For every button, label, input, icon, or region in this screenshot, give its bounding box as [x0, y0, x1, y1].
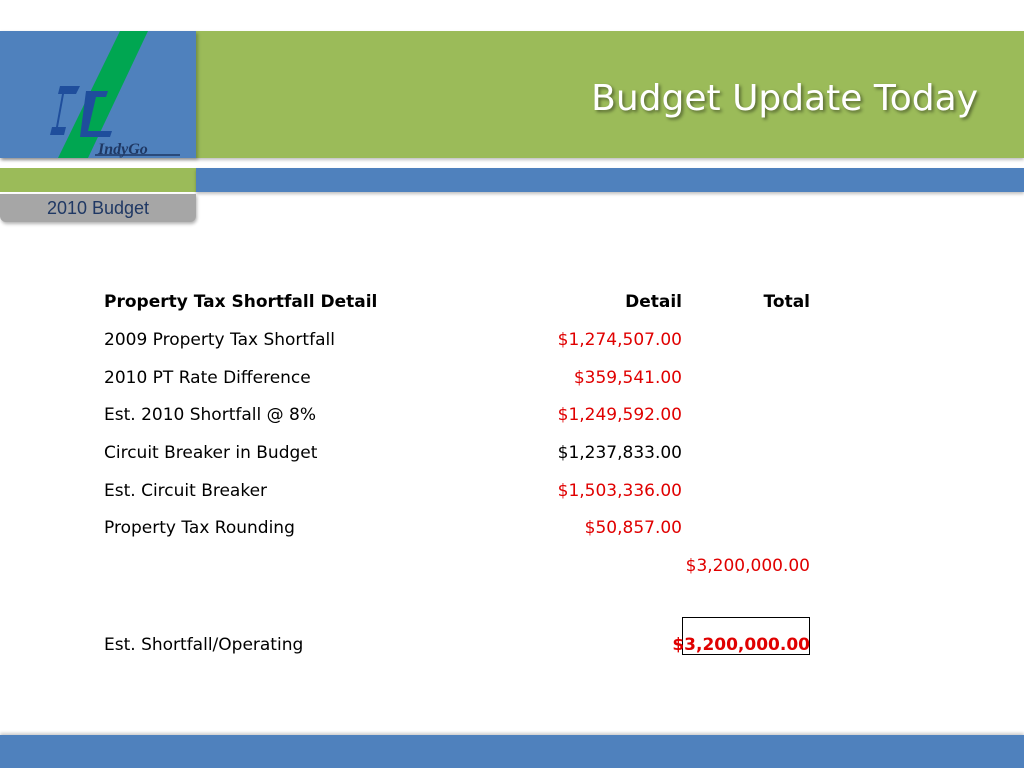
row-label: Est. Circuit Breaker	[104, 481, 268, 501]
row-label: Circuit Breaker in Budget	[104, 443, 318, 463]
section-tab: 2010 Budget	[0, 194, 196, 222]
row-detail: $359,541.00	[573, 368, 682, 388]
row-detail: $50,857.00	[584, 518, 682, 538]
row-detail: $1,274,507.00	[557, 330, 682, 350]
indygo-logo	[0, 31, 196, 158]
row-detail: $1,237,833.00	[557, 443, 682, 463]
footer-band	[0, 735, 1024, 768]
row-label: 2010 PT Rate Difference	[104, 368, 311, 388]
row-label: Est. 2010 Shortfall @ 8%	[104, 405, 316, 425]
indygo-logo-icon	[0, 31, 196, 158]
row-total: $3,200,000.00	[685, 556, 810, 576]
row-label: 2009 Property Tax Shortfall	[104, 330, 335, 350]
page-title: Budget Update Today	[591, 78, 978, 119]
header-label: Property Tax Shortfall Detail	[104, 292, 378, 312]
header-stripe	[196, 168, 1024, 192]
header-total: Total	[763, 292, 810, 312]
logo-wordmark: IndyGo	[98, 141, 148, 158]
row-label: Property Tax Rounding	[104, 518, 295, 538]
tab-accent	[0, 168, 196, 192]
row-detail: $1,249,592.00	[557, 405, 682, 425]
row-detail: $1,503,336.00	[557, 481, 682, 501]
header-detail: Detail	[625, 292, 682, 312]
row-label: Est. Shortfall/Operating	[104, 635, 304, 655]
row-total: $3,200,000.00	[672, 635, 810, 655]
